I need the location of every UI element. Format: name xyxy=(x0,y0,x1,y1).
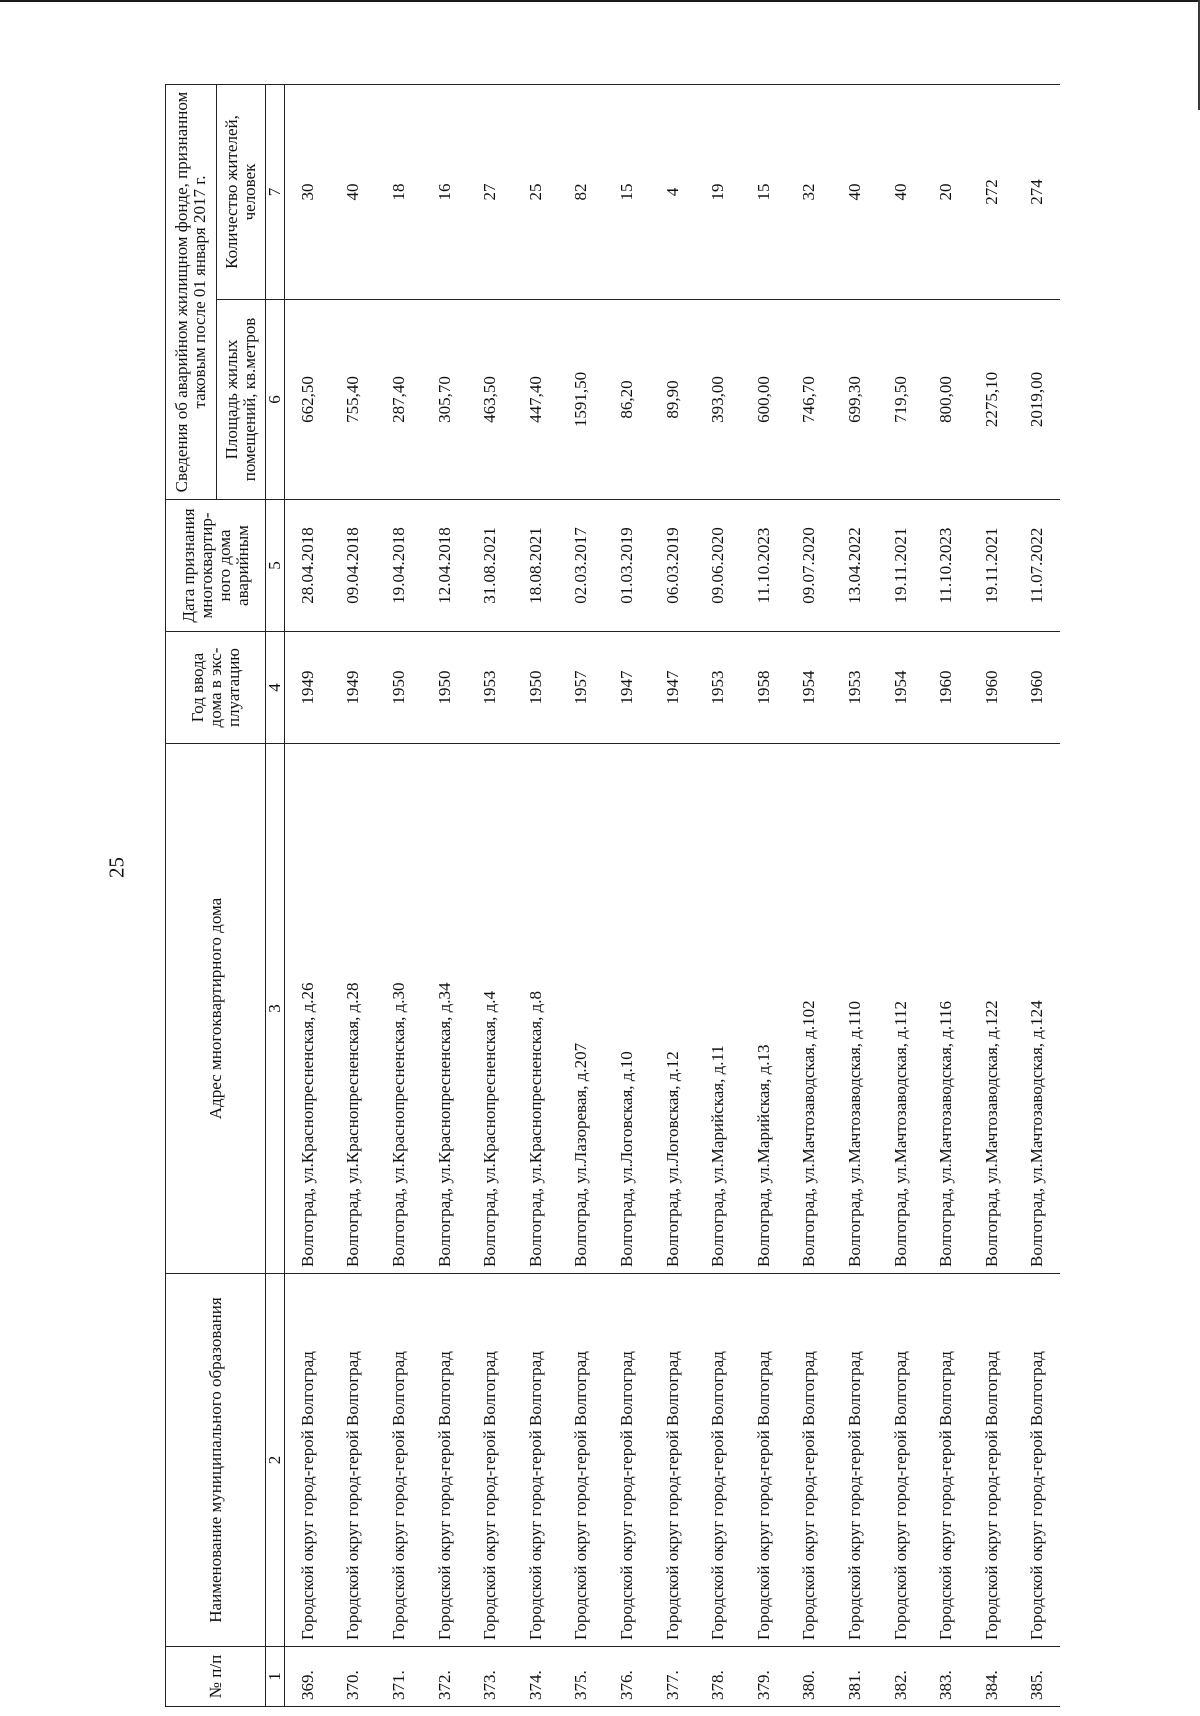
municipality-name: Городской округ город-герой Волгоград xyxy=(741,1274,787,1647)
living-area: 86,20 xyxy=(604,300,650,500)
municipality-name: Городской округ город-герой Волгоград xyxy=(331,1274,377,1647)
residents-count: 19 xyxy=(695,85,741,300)
municipality-name: Городской округ город-герой Волгоград xyxy=(513,1274,559,1647)
living-area: 1591,50 xyxy=(559,300,605,500)
residents-count: 82 xyxy=(559,85,605,300)
living-area: 755,40 xyxy=(331,300,377,500)
residents-count: 32 xyxy=(787,85,833,300)
emergency-date: 11.10.2023 xyxy=(741,500,787,632)
table-row xyxy=(604,85,650,1707)
living-area: 2275,10 xyxy=(969,300,1015,500)
row-number: 370. xyxy=(331,1647,377,1707)
commission-year: 1958 xyxy=(741,632,787,744)
house-address: Волгоград, ул.Мачтозаводская, д.122 xyxy=(969,744,1015,1274)
emergency-date: 09.07.2020 xyxy=(787,500,833,632)
emergency-date: 01.03.2019 xyxy=(604,500,650,632)
municipality-name: Городской округ город-герой Волгоград xyxy=(285,1274,331,1647)
commission-year: 1953 xyxy=(467,632,513,744)
residents-count: 40 xyxy=(878,85,924,300)
house-address: Волгоград, ул.Мачтозаводская, д.124 xyxy=(1015,744,1061,1274)
residents-count: 4 xyxy=(650,85,696,300)
header-area: Площадь жилых помещений, кв.метров xyxy=(217,300,266,500)
emergency-date: 19.04.2018 xyxy=(376,500,422,632)
header-address: Адрес многоквартирного дома xyxy=(166,744,266,1274)
residents-count: 40 xyxy=(331,85,377,300)
header-group-emergency-info: Сведения об аварийном жилищном фонде, признанном таковым после 01 января 2017 г. xyxy=(166,85,217,500)
commission-year: 1960 xyxy=(923,632,969,744)
living-area: 600,00 xyxy=(741,300,787,500)
house-address: Волгоград, ул.Мачтозаводская, д.116 xyxy=(923,744,969,1274)
row-number: 376. xyxy=(604,1647,650,1707)
commission-year: 1949 xyxy=(331,632,377,744)
living-area: 463,50 xyxy=(467,300,513,500)
living-area: 800,00 xyxy=(923,300,969,500)
header-municipality: Наименование муниципального образования xyxy=(166,1274,266,1647)
residents-count: 15 xyxy=(604,85,650,300)
emergency-housing-table xyxy=(165,84,1060,1707)
house-address: Волгоград, ул.Мачтозаводская, д.102 xyxy=(787,744,833,1274)
row-number: 373. xyxy=(467,1647,513,1707)
living-area: 2019,00 xyxy=(1015,300,1061,500)
emergency-date: 28.04.2018 xyxy=(285,500,331,632)
municipality-name: Городской округ город-герой Волгоград xyxy=(467,1274,513,1647)
house-address: Волгоград, ул.Краснопресненская, д.28 xyxy=(331,744,377,1274)
column-number: 1 xyxy=(266,1647,285,1707)
table-row xyxy=(741,85,787,1707)
house-address: Волгоград, ул.Логовская, д.10 xyxy=(604,744,650,1274)
living-area: 719,50 xyxy=(878,300,924,500)
column-number: 3 xyxy=(266,744,285,1274)
living-area: 89,90 xyxy=(650,300,696,500)
residents-count: 16 xyxy=(422,85,468,300)
column-number: 2 xyxy=(266,1274,285,1647)
table-row xyxy=(285,85,331,1707)
header-date: Дата признания многоквартир-ного дома аварийным xyxy=(166,500,266,632)
row-number: 371. xyxy=(376,1647,422,1707)
table-row xyxy=(513,85,559,1707)
commission-year: 1947 xyxy=(604,632,650,744)
table-row xyxy=(331,85,377,1707)
row-number: 374. xyxy=(513,1647,559,1707)
column-number: 7 xyxy=(266,85,285,300)
living-area: 699,30 xyxy=(832,300,878,500)
table-row xyxy=(1015,85,1061,1707)
table-row xyxy=(467,85,513,1707)
commission-year: 1954 xyxy=(878,632,924,744)
column-numbers-row xyxy=(266,85,285,1707)
municipality-name: Городской округ город-герой Волгоград xyxy=(1015,1274,1061,1647)
commission-year: 1957 xyxy=(559,632,605,744)
table-row xyxy=(559,85,605,1707)
commission-year: 1960 xyxy=(1015,632,1061,744)
header-row xyxy=(166,85,217,1707)
row-number: 379. xyxy=(741,1647,787,1707)
commission-year: 1953 xyxy=(695,632,741,744)
living-area: 746,70 xyxy=(787,300,833,500)
commission-year: 1954 xyxy=(787,632,833,744)
commission-year: 1950 xyxy=(513,632,559,744)
row-number: 372. xyxy=(422,1647,468,1707)
emergency-date: 18.08.2021 xyxy=(513,500,559,632)
commission-year: 1953 xyxy=(832,632,878,744)
living-area: 447,40 xyxy=(513,300,559,500)
house-address: Волгоград, ул.Мачтозаводская, д.110 xyxy=(832,744,878,1274)
municipality-name: Городской округ город-герой Волгоград xyxy=(923,1274,969,1647)
residents-count: 25 xyxy=(513,85,559,300)
house-address: Волгоград, ул.Краснопресненская, д.8 xyxy=(513,744,559,1274)
commission-year: 1949 xyxy=(285,632,331,744)
commission-year: 1950 xyxy=(376,632,422,744)
commission-year: 1947 xyxy=(650,632,696,744)
municipality-name: Городской округ город-герой Волгоград xyxy=(422,1274,468,1647)
emergency-date: 19.11.2021 xyxy=(969,500,1015,632)
emergency-date: 02.03.2017 xyxy=(559,500,605,632)
residents-count: 40 xyxy=(832,85,878,300)
emergency-date: 19.11.2021 xyxy=(878,500,924,632)
table-row xyxy=(878,85,924,1707)
house-address: Волгоград, ул.Марийская, д.13 xyxy=(741,744,787,1274)
row-number: 385. xyxy=(1015,1647,1061,1707)
house-address: Волгоград, ул.Мачтозаводская, д.112 xyxy=(878,744,924,1274)
table-row xyxy=(969,85,1015,1707)
header-number: № п/п xyxy=(166,1647,266,1707)
house-address: Волгоград, ул.Краснопресненская, д.4 xyxy=(467,744,513,1274)
house-address: Волгоград, ул.Краснопресненская, д.26 xyxy=(285,744,331,1274)
table-row xyxy=(376,85,422,1707)
living-area: 287,40 xyxy=(376,300,422,500)
house-address: Волгоград, ул.Лазоревая, д.207 xyxy=(559,744,605,1274)
table-row xyxy=(422,85,468,1707)
row-number: 380. xyxy=(787,1647,833,1707)
municipality-name: Городской округ город-герой Волгоград xyxy=(832,1274,878,1647)
living-area: 305,70 xyxy=(422,300,468,500)
row-number: 377. xyxy=(650,1647,696,1707)
residents-count: 274 xyxy=(1015,85,1061,300)
municipality-name: Городской округ город-герой Волгоград xyxy=(376,1274,422,1647)
emergency-date: 31.08.2021 xyxy=(467,500,513,632)
row-number: 369. xyxy=(285,1647,331,1707)
table-row xyxy=(787,85,833,1707)
municipality-name: Городской округ город-герой Волгоград xyxy=(650,1274,696,1647)
municipality-name: Городской округ город-герой Волгоград xyxy=(604,1274,650,1647)
residents-count: 20 xyxy=(923,85,969,300)
commission-year: 1950 xyxy=(422,632,468,744)
house-address: Волгоград, ул.Логовская, д.12 xyxy=(650,744,696,1274)
header-year: Год ввода дома в экс-плуатацию xyxy=(166,632,266,744)
living-area: 662,50 xyxy=(285,300,331,500)
header-residents: Количество жителей, человек xyxy=(217,85,266,300)
row-number: 375. xyxy=(559,1647,605,1707)
table-row xyxy=(832,85,878,1707)
commission-year: 1960 xyxy=(969,632,1015,744)
emergency-date: 06.03.2019 xyxy=(650,500,696,632)
emergency-date: 13.04.2022 xyxy=(832,500,878,632)
table-row xyxy=(695,85,741,1707)
row-number: 378. xyxy=(695,1647,741,1707)
row-number: 381. xyxy=(832,1647,878,1707)
residents-count: 272 xyxy=(969,85,1015,300)
emergency-date: 11.07.2022 xyxy=(1015,500,1061,632)
house-address: Волгоград, ул.Краснопресненская, д.34 xyxy=(422,744,468,1274)
municipality-name: Городской округ город-герой Волгоград xyxy=(559,1274,605,1647)
table-row xyxy=(650,85,696,1707)
table-row xyxy=(923,85,969,1707)
house-address: Волгоград, ул.Краснопресненская, д.30 xyxy=(376,744,422,1274)
house-address: Волгоград, ул.Марийская, д.11 xyxy=(695,744,741,1274)
row-number: 383. xyxy=(923,1647,969,1707)
emergency-date: 09.06.2020 xyxy=(695,500,741,632)
emergency-date: 12.04.2018 xyxy=(422,500,468,632)
row-number: 382. xyxy=(878,1647,924,1707)
municipality-name: Городской округ город-герой Волгоград xyxy=(787,1274,833,1647)
column-number: 5 xyxy=(266,500,285,632)
column-number: 6 xyxy=(266,300,285,500)
emergency-date: 11.10.2023 xyxy=(923,500,969,632)
residents-count: 27 xyxy=(467,85,513,300)
living-area: 393,00 xyxy=(695,300,741,500)
residents-count: 30 xyxy=(285,85,331,300)
emergency-date: 09.04.2018 xyxy=(331,500,377,632)
municipality-name: Городской округ город-герой Волгоград xyxy=(695,1274,741,1647)
page-number: 25 xyxy=(104,857,129,878)
residents-count: 15 xyxy=(741,85,787,300)
residents-count: 18 xyxy=(376,85,422,300)
municipality-name: Городской округ город-герой Волгоград xyxy=(969,1274,1015,1647)
row-number: 384. xyxy=(969,1647,1015,1707)
municipality-name: Городской округ город-герой Волгоград xyxy=(878,1274,924,1647)
column-number: 4 xyxy=(266,632,285,744)
